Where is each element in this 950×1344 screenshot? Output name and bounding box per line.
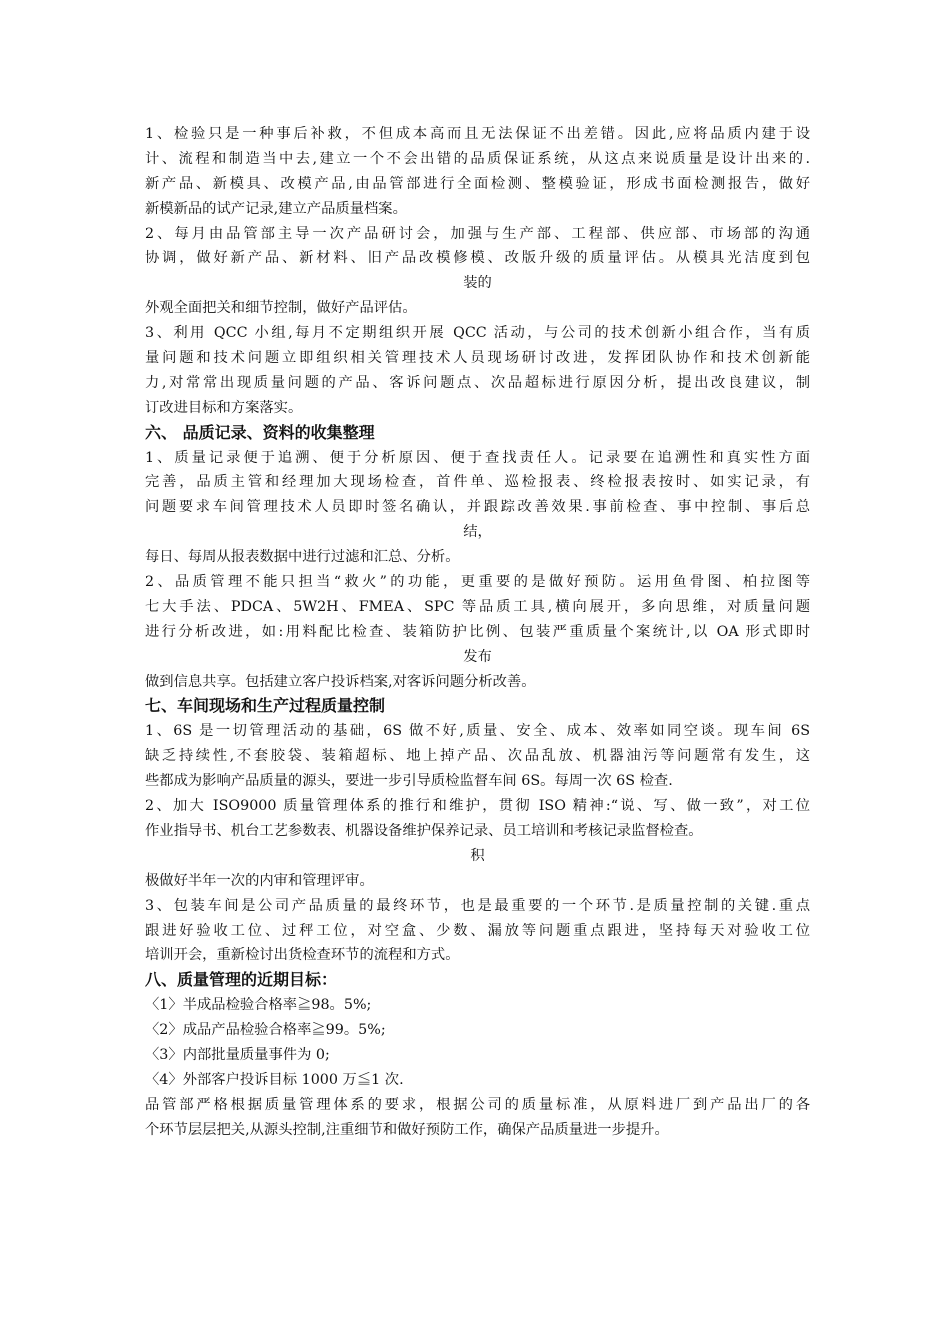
paragraph-line: 些都成为影响产品质量的源头，要进一步引导质检监督车间 6S。每周一次 6S 检查. [145, 773, 673, 790]
paragraph-line: 积 [470, 847, 485, 864]
paragraph-line: 1、质量记录便于追溯、便于分析原因、便于查找责任人。记录要在追溯性和真实性方面 [145, 449, 810, 466]
paragraph-line: 发布 [463, 648, 492, 665]
goal-item: 〈3〉内部批量质量事件为 0; [145, 1046, 330, 1063]
paragraph-line: 3、包装车间是公司产品质量的最终环节，也是最重要的一个环节.是质量控制的关键.重点 [145, 897, 810, 914]
paragraph-line: 1、6S 是一切管理活动的基础，6S 做不好,质量、安全、成本、效率如同空谈。现车间 6S [145, 723, 810, 740]
paragraph-line: 外观全面把关和细节控制，做好产品评估。 [145, 300, 417, 317]
paragraph-line: 品管部严格根据质量管理体系的要求，根据公司的质量标准，从原料进厂到产品出厂的各 [145, 1096, 810, 1113]
paragraph-line: 力,对常常出现质量问题的产品、客诉问题点、次品超标进行原因分析，提出改良建议，制 [145, 374, 810, 391]
paragraph-line: 培训开会，重新检讨出货检查环节的流程和方式。 [145, 947, 460, 964]
paragraph-line: 计、流程和制造当中去,建立一个不会出错的品质保证系统，从这点来说质量是设计出来的. [145, 150, 810, 167]
paragraph-line: 新产品、新模具、改模产品,由品管部进行全面检测、整模验证，形成书面检测报告，做好 [145, 175, 810, 192]
paragraph-line: 量问题和技术问题立即组织相关管理技术人员现场研讨改进，发挥团队协作和技术创新能 [145, 350, 810, 367]
goal-item: 〈2〉成品产品检验合格率≧99。5%; [145, 1022, 386, 1039]
paragraph-line: 3、利用 QCC 小组,每月不定期组织开展 QCC 活动，与公司的技术创新小组合作，当有质 [145, 325, 810, 342]
section-heading: 六、 品质记录、资料的收集整理 [145, 422, 375, 442]
paragraph-line: 做到信息共享。包括建立客户投诉档案,对客诉问题分析改善。 [145, 673, 536, 690]
paragraph-line: 个环节层层把关,从源头控制,注重细节和做好预防工作，确保产品质量进一步提升。 [145, 1121, 669, 1138]
paragraph-line: 结， [463, 524, 492, 541]
goal-item: 〈4〉外部客户投诉目标 1000 万≦1 次. [145, 1071, 404, 1088]
paragraph-line: 每日、每周从报表数据中进行过滤和汇总、分析。 [145, 549, 460, 566]
paragraph-line: 2、加大 ISO9000 质量管理体系的推行和维护，贯彻 ISO 精神:“说、写、做一致”，对工位 [145, 798, 810, 815]
paragraph-line: 2、品质管理不能只担当“救火”的功能，更重要的是做好预防。运用鱼骨图、柏拉图等 [145, 574, 810, 591]
paragraph-line: 跟进好验收工位、过秤工位，对空盒、少数、漏放等问题重点跟进，坚持每天对验收工位 [145, 922, 810, 939]
goal-item: 〈1〉半成品检验合格率≧98。5%; [145, 997, 372, 1014]
section-heading: 八、质量管理的近期目标： [145, 970, 338, 990]
paragraph-line: 作业指导书、机台工艺参数表、机器设备维护保养记录、员工培训和考核记录监督检查。 [145, 822, 703, 839]
paragraph-line: 2、每月由品管部主导一次产品研讨会，加强与生产部、工程部、供应部、市场部的沟通 [145, 225, 810, 242]
paragraph-line: 新模新品的试产记录,建立产品质量档案。 [145, 200, 407, 217]
paragraph-line: 极做好半年一次的内审和管理评审。 [145, 872, 374, 889]
paragraph-line: 完善，品质主管和经理加大现场检查，首件单、巡检报表、终检报表按时、如实记录，有 [145, 474, 810, 491]
paragraph-line: 1、检验只是一种事后补救，不但成本高而且无法保证不出差错。因此,应将品质内建于设 [145, 126, 810, 142]
paragraph-line: 进行分析改进，如:用料配比检查、装箱防护比例、包装严重质量个案统计,以 OA 形式即时 [145, 623, 810, 640]
paragraph-line: 订改进目标和方案落实。 [145, 399, 303, 416]
paragraph-line: 协调，做好新产品、新材料、旧产品改模修模、改版升级的质量评估。从模具光洁度到包 [145, 250, 810, 267]
paragraph-line: 问题要求车间管理技术人员即时签名确认，并跟踪改善效果.事前检查、事中控制、事后总 [145, 499, 810, 516]
paragraph-line: 装的 [463, 275, 492, 292]
section-heading: 七、车间现场和生产过程质量控制 [145, 696, 386, 716]
paragraph-line: 缺乏持续性,不套胶袋、装箱超标、地上掉产品、次品乱放、机器油污等问题常有发生，这 [145, 748, 810, 765]
paragraph-line: 七大手法、PDCA、5W2H、FMEA、SPC 等品质工具,横向展开，多向思维，对质量问题 [145, 598, 810, 615]
document-body [145, 122, 810, 1143]
